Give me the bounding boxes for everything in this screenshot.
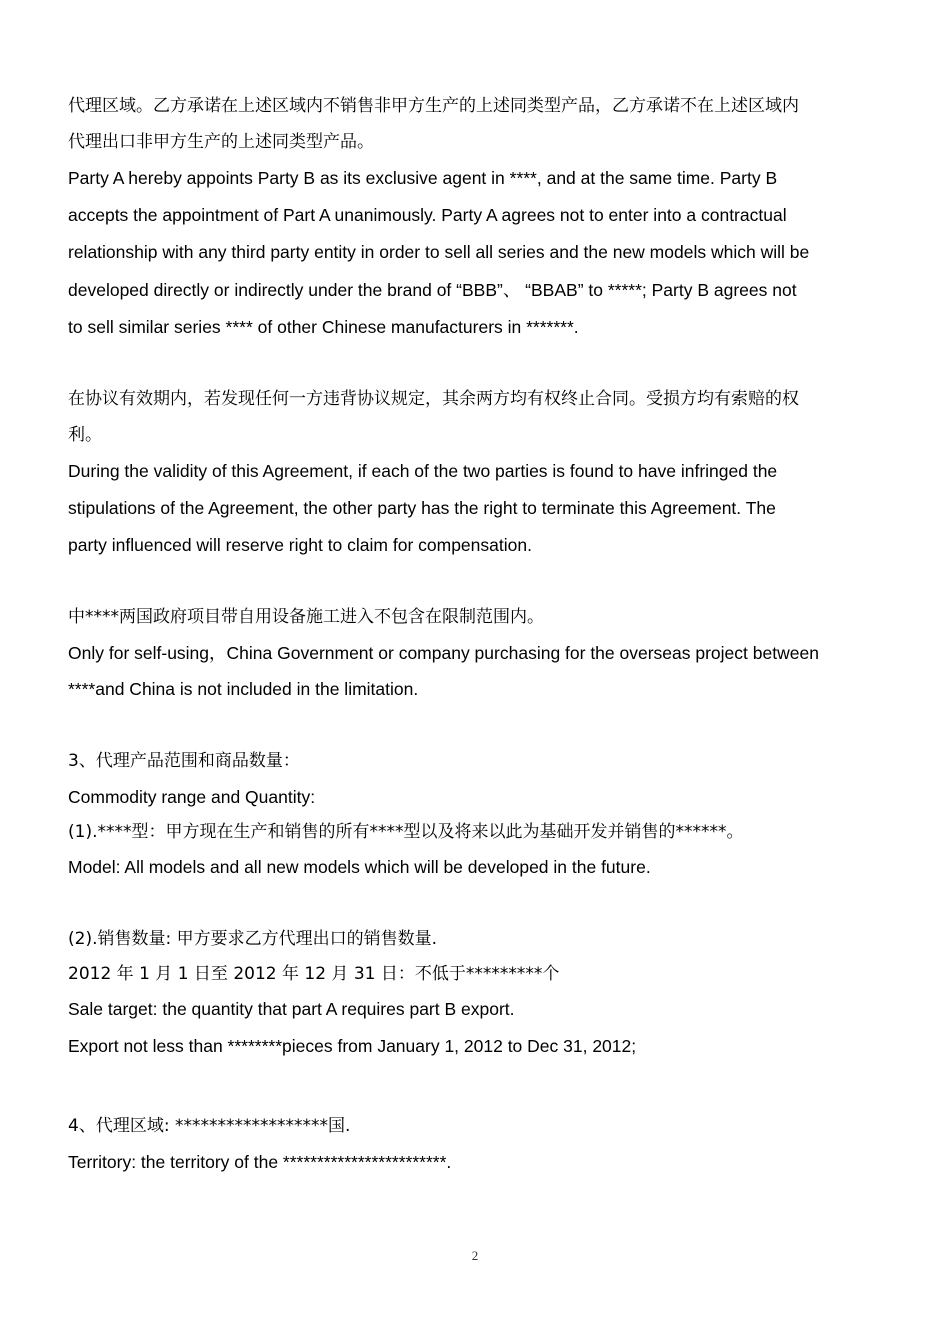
section-heading: 3、代理产品范围和商品数量： xyxy=(68,751,300,771)
page-number: 2 xyxy=(471,1248,479,1263)
text-line: ****and China is not included in the limitation. xyxy=(68,679,419,699)
text-line: to sell similar series **** of other Chinese manufacturers in *******. xyxy=(68,317,579,337)
section-heading: 4、代理区域: ******************国. xyxy=(68,1116,351,1136)
text-line: 在协议有效期内，若发现任何一方违背协议规定，其余两方均有权终止合同。受损方均有索赔的权 xyxy=(68,389,799,409)
text-line: 利。 xyxy=(68,425,102,445)
text-line: During the validity of this Agreement, if each of the two parties is found to have infringed the xyxy=(68,461,778,481)
text-line: accepts the appointment of Part A unanimously. Party A agrees not to enter into a contractual xyxy=(68,205,787,225)
text-line: Sale target: the quantity that part A requires part B export. xyxy=(68,999,515,1019)
text-line: developed directly or indirectly under the brand of “BBB”、 “BBAB” to *****; Party B agrees not xyxy=(68,280,797,300)
text-line: (1).****型：甲方现在生产和销售的所有****型以及将来以此为基础开发并销售的******。 xyxy=(68,822,744,842)
text-line: (2).销售数量: 甲方要求乙方代理出口的销售数量. xyxy=(68,929,438,949)
text-line: Territory: the territory of the ************************. xyxy=(68,1152,452,1172)
text-line: 代理出口非甲方生产的上述同类型产品。 xyxy=(68,132,374,152)
text-line: Model: All models and all new models which will be developed in the future. xyxy=(68,857,651,877)
text-line: 中****两国政府项目带自用设备施工进入不包含在限制范围内。 xyxy=(68,607,544,627)
text-line: relationship with any third party entity in order to sell all series and the new models which will be xyxy=(68,242,810,262)
text-line: 2012 年 1 月 1 日至 2012 年 12 月 31 日：不低于*********个 xyxy=(68,964,560,984)
text-line: Party A hereby appoints Party B as its exclusive agent in ****, and at the same time. Party B xyxy=(68,168,778,188)
text-line: stipulations of the Agreement, the other party has the right to terminate this Agreement. The xyxy=(68,498,776,518)
text-line: Commodity range and Quantity: xyxy=(68,787,316,807)
text-line: 代理区域。乙方承诺在上述区域内不销售非甲方生产的上述同类型产品，乙方承诺不在上述区域内 xyxy=(68,96,799,116)
text-line: party influenced will reserve right to claim for compensation. xyxy=(68,535,532,555)
text-line: Only for self-using，China Government or company purchasing for the overseas project between xyxy=(68,643,819,663)
text-line: Export not less than ********pieces from January 1, 2012 to Dec 31, 2012; xyxy=(68,1036,637,1056)
